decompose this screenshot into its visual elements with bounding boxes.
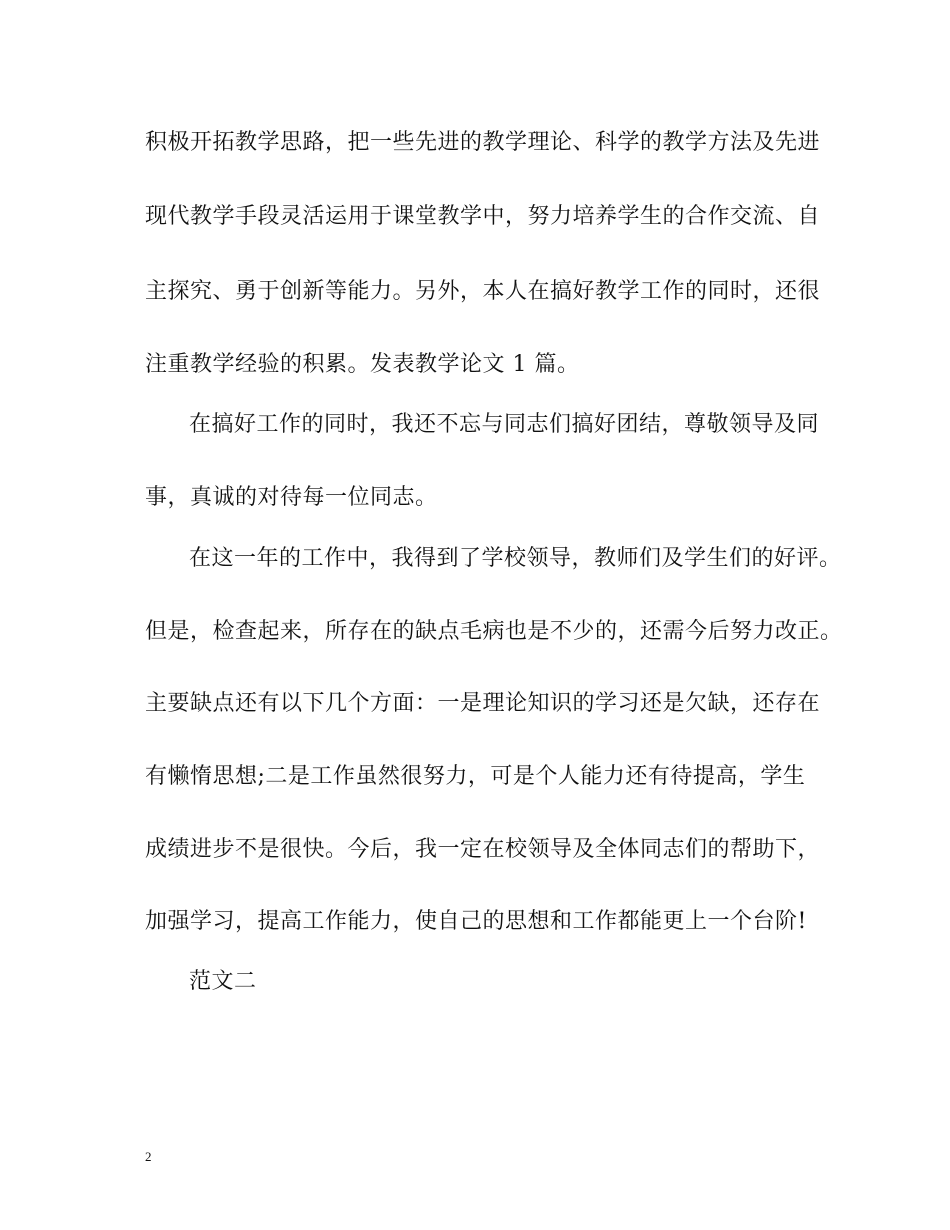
- text-line: 成绩进步不是很快。今后，我一定在校领导及全体同志们的帮助下，: [145, 837, 821, 862]
- text-line: 主要缺点还有以下几个方面：一是理论知识的学习还是欠缺，还存在: [145, 691, 821, 716]
- section-heading: 范文二: [189, 969, 257, 994]
- text-line: 事，真诚的对待每一位同志。: [145, 485, 438, 510]
- page-number: 2: [145, 1149, 152, 1164]
- text-line: 现代教学手段灵活运用于课堂教学中，努力培养学生的合作交流、自: [145, 204, 821, 229]
- text-line: 但是，检查起来，所存在的缺点毛病也是不少的，还需今后努力改正。: [145, 619, 843, 644]
- text-line: 加强学习，提高工作能力，使自己的思想和工作都能更上一个台阶!: [145, 909, 807, 934]
- paragraph-start-line: 在这一年的工作中，我得到了学校领导，教师们及学生们的好评。: [189, 546, 842, 571]
- text-line: 有懒惰思想;二是工作虽然很努力，可是个人能力还有待提高，学生: [145, 764, 806, 789]
- text-line: 主探究、勇于创新等能力。另外，本人在搞好教学工作的同时，还很: [145, 279, 821, 304]
- text-line: 积极开拓教学思路，把一些先进的教学理论、科学的教学方法及先进: [145, 130, 821, 155]
- paragraph-start-line: 在搞好工作的同时，我还不忘与同志们搞好团结，尊敬领导及同: [189, 412, 820, 437]
- text-line: 注重教学经验的积累。发表教学论文 1 篇。: [145, 352, 580, 377]
